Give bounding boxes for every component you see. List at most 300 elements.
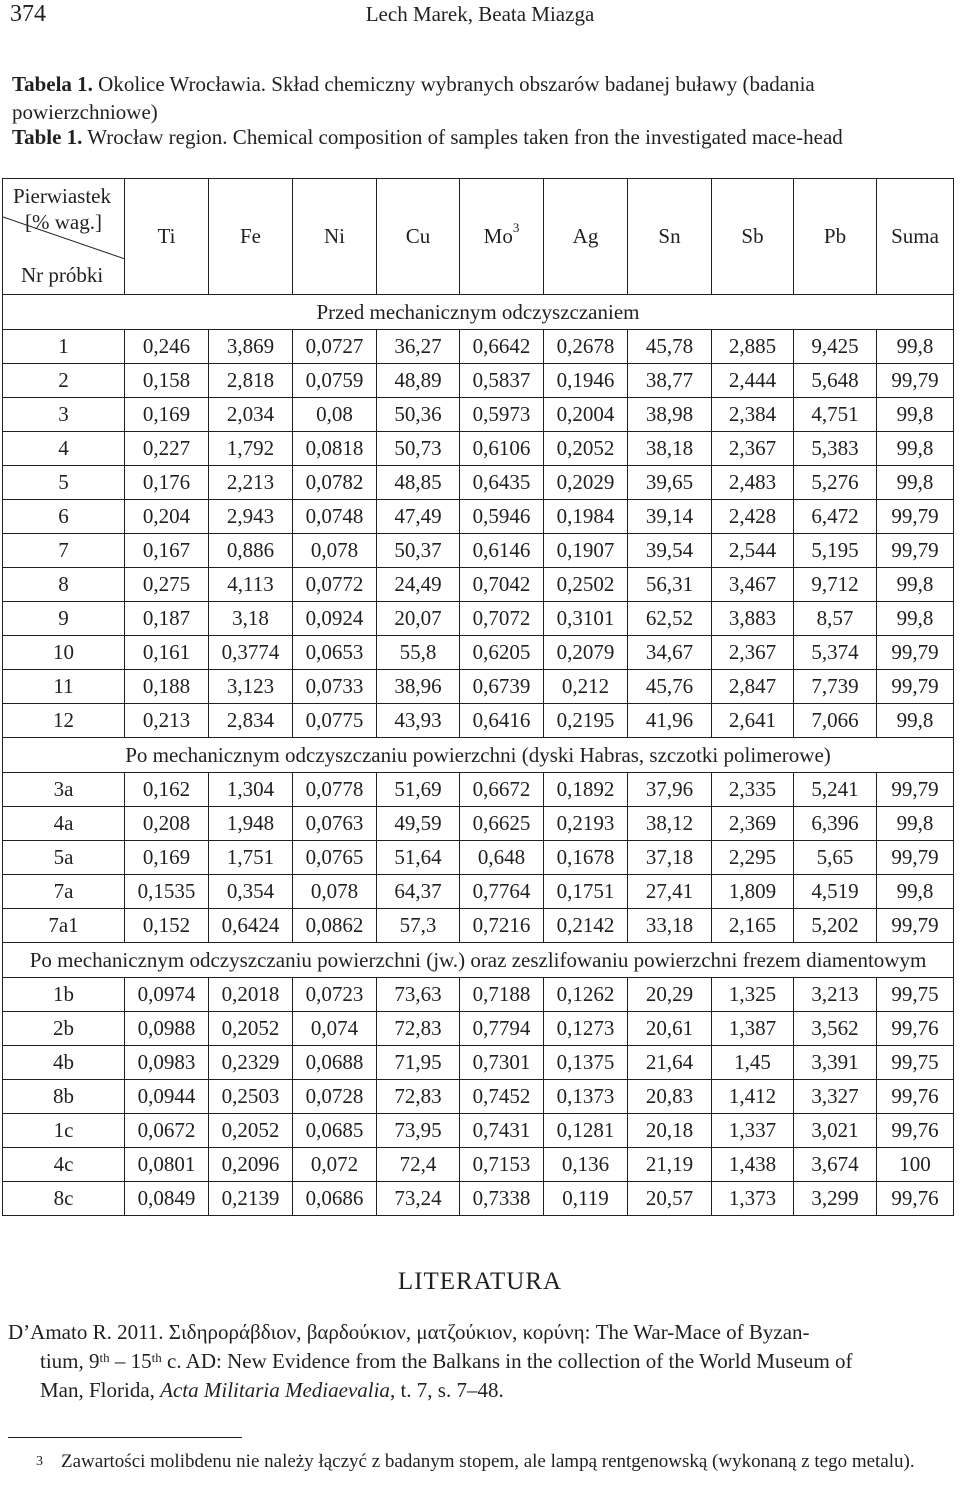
value-cell: 0,158	[125, 364, 209, 398]
sample-id-cell: 12	[3, 704, 125, 738]
value-cell: 0,078	[293, 875, 377, 909]
value-cell: 99,79	[877, 773, 954, 807]
value-cell: 72,83	[377, 1080, 460, 1114]
running-head	[0, 0, 960, 40]
table-row	[3, 909, 954, 943]
value-cell: 0,0983	[125, 1046, 209, 1080]
value-cell: 4,751	[794, 398, 877, 432]
value-cell: 99,8	[877, 330, 954, 364]
table-caption-en	[12, 123, 942, 151]
value-cell: 0,648	[460, 841, 544, 875]
table-row	[3, 1114, 954, 1148]
value-cell: 49,59	[377, 807, 460, 841]
value-cell: 4,519	[794, 875, 877, 909]
value-cell: 21,19	[628, 1148, 712, 1182]
value-cell: 0,169	[125, 398, 209, 432]
value-cell: 73,24	[377, 1182, 460, 1216]
value-cell: 5,195	[794, 534, 877, 568]
value-cell: 5,383	[794, 432, 877, 466]
value-cell: 0,0849	[125, 1182, 209, 1216]
value-cell: 0,169	[125, 841, 209, 875]
value-cell: 20,07	[377, 602, 460, 636]
value-cell: 1,948	[209, 807, 293, 841]
value-cell: 99,8	[877, 568, 954, 602]
sample-id-cell: 2b	[3, 1012, 125, 1046]
section-row	[3, 295, 954, 330]
section-row	[3, 943, 954, 978]
value-cell: 0,0944	[125, 1080, 209, 1114]
value-cell: 0,2139	[209, 1182, 293, 1216]
value-cell: 72,4	[377, 1148, 460, 1182]
value-cell: 0,1946	[544, 364, 628, 398]
value-cell: 1,387	[712, 1012, 794, 1046]
value-cell: 0,2052	[209, 1012, 293, 1046]
corner-element-label: Pierwiastek [% wag.]	[13, 184, 111, 234]
table-row	[3, 1012, 954, 1046]
value-cell: 1,325	[712, 978, 794, 1012]
value-cell: 2,369	[712, 807, 794, 841]
value-cell: 0,0801	[125, 1148, 209, 1182]
value-cell: 0,0685	[293, 1114, 377, 1148]
footnote-text: Zawartości molibdenu nie należy łączyć z badanym stopem, ale lampą rentgenowską (wykonaną z tego metalu).	[61, 1451, 915, 1472]
table-caption-pl	[12, 70, 942, 126]
value-cell: 0,188	[125, 670, 209, 704]
value-cell: 4,113	[209, 568, 293, 602]
value-cell: 0,354	[209, 875, 293, 909]
value-cell: 2,943	[209, 500, 293, 534]
value-cell: 9,425	[794, 330, 877, 364]
value-cell: 1,412	[712, 1080, 794, 1114]
value-cell: 0,886	[209, 534, 293, 568]
value-cell: 0,167	[125, 534, 209, 568]
value-cell: 72,83	[377, 1012, 460, 1046]
value-cell: 27,41	[628, 875, 712, 909]
value-cell: 0,0782	[293, 466, 377, 500]
sample-id-cell: 4c	[3, 1148, 125, 1182]
value-cell: 0,7188	[460, 978, 544, 1012]
table-row	[3, 1148, 954, 1182]
value-cell: 1,337	[712, 1114, 794, 1148]
value-cell: 0,2193	[544, 807, 628, 841]
value-cell: 99,75	[877, 978, 954, 1012]
corner-sample-label: Nr próbki	[21, 263, 104, 287]
value-cell: 0,227	[125, 432, 209, 466]
value-cell: 5,648	[794, 364, 877, 398]
value-cell: 0,1984	[544, 500, 628, 534]
table-row	[3, 466, 954, 500]
header-row	[3, 179, 954, 295]
value-cell: 38,98	[628, 398, 712, 432]
value-cell: 0,0988	[125, 1012, 209, 1046]
value-cell: 1,304	[209, 773, 293, 807]
value-cell: 2,847	[712, 670, 794, 704]
value-cell: 3,674	[794, 1148, 877, 1182]
ref-journal: Acta Militaria Mediaevalia	[160, 1378, 390, 1402]
value-cell: 0,2018	[209, 978, 293, 1012]
literature-heading: LITERATURA	[397, 1268, 563, 1295]
value-cell: 3,213	[794, 978, 877, 1012]
col-header-suma: Suma	[877, 179, 954, 295]
value-cell: 0,1373	[544, 1080, 628, 1114]
value-cell: 0,0765	[293, 841, 377, 875]
value-cell: 0,2004	[544, 398, 628, 432]
value-cell: 2,544	[712, 534, 794, 568]
value-cell: 5,276	[794, 466, 877, 500]
value-cell: 0,0759	[293, 364, 377, 398]
value-cell: 0,2052	[544, 432, 628, 466]
sample-id-cell: 5	[3, 466, 125, 500]
table-body	[3, 295, 954, 1216]
value-cell: 0,162	[125, 773, 209, 807]
value-cell: 51,69	[377, 773, 460, 807]
value-cell: 99,8	[877, 398, 954, 432]
value-cell: 0,2329	[209, 1046, 293, 1080]
value-cell: 0,6146	[460, 534, 544, 568]
value-cell: 3,18	[209, 602, 293, 636]
value-cell: 99,76	[877, 1182, 954, 1216]
table-row	[3, 773, 954, 807]
sample-id-cell: 8b	[3, 1080, 125, 1114]
table-row	[3, 568, 954, 602]
value-cell: 0,0778	[293, 773, 377, 807]
value-cell: 0,7452	[460, 1080, 544, 1114]
value-cell: 99,79	[877, 841, 954, 875]
value-cell: 0,246	[125, 330, 209, 364]
col-header-fe: Fe	[209, 179, 293, 295]
value-cell: 0,136	[544, 1148, 628, 1182]
sample-id-cell: 8	[3, 568, 125, 602]
value-cell: 33,18	[628, 909, 712, 943]
col-header-cu: Cu	[377, 179, 460, 295]
value-cell: 41,96	[628, 704, 712, 738]
value-cell: 0,074	[293, 1012, 377, 1046]
value-cell: 99,8	[877, 704, 954, 738]
value-cell: 0,078	[293, 534, 377, 568]
table-row	[3, 398, 954, 432]
value-cell: 6,472	[794, 500, 877, 534]
value-cell: 6,396	[794, 807, 877, 841]
value-cell: 0,1535	[125, 875, 209, 909]
value-cell: 0,7338	[460, 1182, 544, 1216]
sample-id-cell: 10	[3, 636, 125, 670]
value-cell: 62,52	[628, 602, 712, 636]
value-cell: 0,0723	[293, 978, 377, 1012]
value-cell: 0,2503	[209, 1080, 293, 1114]
composition-table	[2, 178, 954, 1216]
value-cell: 0,2195	[544, 704, 628, 738]
caption-en-text: Wrocław region. Chemical composition of samples taken fron the investigated mace-head	[87, 125, 843, 149]
table-row	[3, 1046, 954, 1080]
footnote	[8, 1449, 953, 1475]
value-cell: 0,08	[293, 398, 377, 432]
reference-line-1	[8, 1318, 953, 1347]
value-cell: 24,49	[377, 568, 460, 602]
value-cell: 99,8	[877, 432, 954, 466]
col-header-pb: Pb	[794, 179, 877, 295]
value-cell: 0,6642	[460, 330, 544, 364]
value-cell: 34,67	[628, 636, 712, 670]
value-cell: 0,152	[125, 909, 209, 943]
value-cell: 0,6424	[209, 909, 293, 943]
value-cell: 0,5946	[460, 500, 544, 534]
value-cell: 99,79	[877, 500, 954, 534]
value-cell: 3,327	[794, 1080, 877, 1114]
value-cell: 0,176	[125, 466, 209, 500]
page-number: 374	[10, 1, 46, 27]
value-cell: 3,467	[712, 568, 794, 602]
value-cell: 47,49	[377, 500, 460, 534]
value-cell: 0,1281	[544, 1114, 628, 1148]
sample-id-cell: 1c	[3, 1114, 125, 1148]
value-cell: 99,75	[877, 1046, 954, 1080]
sample-id-cell: 4	[3, 432, 125, 466]
col-header-ni: Ni	[293, 179, 377, 295]
value-cell: 0,7042	[460, 568, 544, 602]
value-cell: 0,2142	[544, 909, 628, 943]
table-row	[3, 534, 954, 568]
value-cell: 2,367	[712, 432, 794, 466]
sample-id-cell: 8c	[3, 1182, 125, 1216]
value-cell: 99,76	[877, 1114, 954, 1148]
sample-id-cell: 3a	[3, 773, 125, 807]
table-row	[3, 875, 954, 909]
value-cell: 8,57	[794, 602, 877, 636]
section-title: Przed mechanicznym odczyszczaniem	[3, 295, 954, 330]
value-cell: 0,7794	[460, 1012, 544, 1046]
table-row	[3, 364, 954, 398]
ref-title-a: The War-Mace of Byzan-	[595, 1320, 810, 1344]
sample-id-cell: 7a	[3, 875, 125, 909]
value-cell: 38,12	[628, 807, 712, 841]
value-cell: 0,0772	[293, 568, 377, 602]
value-cell: 0,1751	[544, 875, 628, 909]
value-cell: 2,213	[209, 466, 293, 500]
value-cell: 5,65	[794, 841, 877, 875]
value-cell: 99,76	[877, 1012, 954, 1046]
table-row	[3, 432, 954, 466]
caption-pl-label: Tabela 1.	[12, 72, 93, 96]
value-cell: 37,18	[628, 841, 712, 875]
value-cell: 0,5973	[460, 398, 544, 432]
value-cell: 0,6205	[460, 636, 544, 670]
col-header-ti: Ti	[125, 179, 209, 295]
value-cell: 0,1375	[544, 1046, 628, 1080]
value-cell: 2,165	[712, 909, 794, 943]
value-cell: 3,391	[794, 1046, 877, 1080]
value-cell: 0,0763	[293, 807, 377, 841]
value-cell: 2,641	[712, 704, 794, 738]
value-cell: 50,36	[377, 398, 460, 432]
caption-en-label: Table 1.	[12, 125, 83, 149]
value-cell: 0,6106	[460, 432, 544, 466]
value-cell: 3,123	[209, 670, 293, 704]
value-cell: 0,3774	[209, 636, 293, 670]
value-cell: 3,299	[794, 1182, 877, 1216]
table-row	[3, 1182, 954, 1216]
value-cell: 2,444	[712, 364, 794, 398]
value-cell: 0,1907	[544, 534, 628, 568]
value-cell: 0,119	[544, 1182, 628, 1216]
value-cell: 0,0748	[293, 500, 377, 534]
value-cell: 20,18	[628, 1114, 712, 1148]
table-row	[3, 704, 954, 738]
value-cell: 0,1678	[544, 841, 628, 875]
value-cell: 9,712	[794, 568, 877, 602]
sample-id-cell: 4a	[3, 807, 125, 841]
value-cell: 0,0775	[293, 704, 377, 738]
value-cell: 0,1892	[544, 773, 628, 807]
value-cell: 0,0686	[293, 1182, 377, 1216]
value-cell: 99,8	[877, 602, 954, 636]
value-cell: 0,213	[125, 704, 209, 738]
value-cell: 73,63	[377, 978, 460, 1012]
sample-id-cell: 2	[3, 364, 125, 398]
value-cell: 2,384	[712, 398, 794, 432]
value-cell: 64,37	[377, 875, 460, 909]
col-header-sb: Sb	[712, 179, 794, 295]
value-cell: 0,6672	[460, 773, 544, 807]
value-cell: 2,483	[712, 466, 794, 500]
value-cell: 0,2678	[544, 330, 628, 364]
caption-pl-text: Okolice Wrocławia. Skład chemiczny wybranych obszarów badanej buławy (badania powierzchniowe)	[12, 72, 815, 124]
value-cell: 0,7216	[460, 909, 544, 943]
value-cell: 0,0672	[125, 1114, 209, 1148]
sample-id-cell: 1b	[3, 978, 125, 1012]
value-cell: 0,2029	[544, 466, 628, 500]
table-row	[3, 670, 954, 704]
value-cell: 99,79	[877, 636, 954, 670]
value-cell: 0,7072	[460, 602, 544, 636]
value-cell: 0,0728	[293, 1080, 377, 1114]
table-row	[3, 1080, 954, 1114]
value-cell: 0,7301	[460, 1046, 544, 1080]
value-cell: 39,54	[628, 534, 712, 568]
value-cell: 0,7431	[460, 1114, 544, 1148]
reference-line-2: tium, 9th – 15th c. AD: New Evidence from the Balkans in the collection of the World Museum of	[40, 1349, 853, 1373]
value-cell: 45,76	[628, 670, 712, 704]
value-cell: 2,295	[712, 841, 794, 875]
value-cell: 0,2052	[209, 1114, 293, 1148]
footnote-mark: 3	[36, 1454, 43, 1469]
value-cell: 2,367	[712, 636, 794, 670]
value-cell: 2,834	[209, 704, 293, 738]
value-cell: 48,89	[377, 364, 460, 398]
value-cell: 51,64	[377, 841, 460, 875]
value-cell: 5,202	[794, 909, 877, 943]
value-cell: 43,93	[377, 704, 460, 738]
value-cell: 39,14	[628, 500, 712, 534]
value-cell: 5,241	[794, 773, 877, 807]
col-header-ag: Ag	[544, 179, 628, 295]
footnote-rule	[8, 1437, 242, 1438]
sample-id-cell: 1	[3, 330, 125, 364]
value-cell: 0,0688	[293, 1046, 377, 1080]
value-cell: 71,95	[377, 1046, 460, 1080]
value-cell: 38,18	[628, 432, 712, 466]
value-cell: 1,751	[209, 841, 293, 875]
value-cell: 0,212	[544, 670, 628, 704]
value-cell: 1,438	[712, 1148, 794, 1182]
value-cell: 99,8	[877, 466, 954, 500]
value-cell: 0,1262	[544, 978, 628, 1012]
value-cell: 0,6625	[460, 807, 544, 841]
value-cell: 20,29	[628, 978, 712, 1012]
composition-table-wrap	[2, 178, 953, 1216]
value-cell: 1,809	[712, 875, 794, 909]
value-cell: 20,83	[628, 1080, 712, 1114]
corner-header-cell	[3, 179, 125, 295]
ref-greek-title: Σιδηροράβδιον, βαρδούκιον, ματζούκιον, κορύνη:	[168, 1320, 591, 1344]
value-cell: 99,79	[877, 534, 954, 568]
value-cell: 20,57	[628, 1182, 712, 1216]
value-cell: 2,818	[209, 364, 293, 398]
value-cell: 38,96	[377, 670, 460, 704]
value-cell: 45,78	[628, 330, 712, 364]
value-cell: 0,0862	[293, 909, 377, 943]
value-cell: 2,428	[712, 500, 794, 534]
value-cell: 39,65	[628, 466, 712, 500]
value-cell: 50,73	[377, 432, 460, 466]
value-cell: 1,45	[712, 1046, 794, 1080]
value-cell: 1,792	[209, 432, 293, 466]
reference-line-3: Man, Florida, Acta Militaria Mediaevalia, t. 7, s. 7–48.	[40, 1378, 504, 1402]
table-row	[3, 500, 954, 534]
value-cell: 57,3	[377, 909, 460, 943]
value-cell: 0,161	[125, 636, 209, 670]
value-cell: 0,1273	[544, 1012, 628, 1046]
table-row	[3, 841, 954, 875]
value-cell: 99,79	[877, 909, 954, 943]
value-cell: 0,0818	[293, 432, 377, 466]
value-cell: 99,79	[877, 670, 954, 704]
value-cell: 0,2079	[544, 636, 628, 670]
table-row	[3, 636, 954, 670]
value-cell: 0,7764	[460, 875, 544, 909]
value-cell: 0,204	[125, 500, 209, 534]
table-row	[3, 330, 954, 364]
sample-id-cell: 7	[3, 534, 125, 568]
value-cell: 21,64	[628, 1046, 712, 1080]
value-cell: 0,0924	[293, 602, 377, 636]
value-cell: 0,2096	[209, 1148, 293, 1182]
sample-id-cell: 5a	[3, 841, 125, 875]
value-cell: 0,0974	[125, 978, 209, 1012]
sample-id-cell: 9	[3, 602, 125, 636]
value-cell: 0,6435	[460, 466, 544, 500]
value-cell: 7,066	[794, 704, 877, 738]
value-cell: 0,5837	[460, 364, 544, 398]
value-cell: 3,562	[794, 1012, 877, 1046]
value-cell: 0,0733	[293, 670, 377, 704]
value-cell: 1,373	[712, 1182, 794, 1216]
value-cell: 55,8	[377, 636, 460, 670]
sample-id-cell: 7a1	[3, 909, 125, 943]
sample-id-cell: 11	[3, 670, 125, 704]
value-cell: 0,187	[125, 602, 209, 636]
value-cell: 0,6416	[460, 704, 544, 738]
value-cell: 2,885	[712, 330, 794, 364]
value-cell: 50,37	[377, 534, 460, 568]
value-cell: 5,374	[794, 636, 877, 670]
value-cell: 0,275	[125, 568, 209, 602]
value-cell: 99,76	[877, 1080, 954, 1114]
value-cell: 36,27	[377, 330, 460, 364]
mo-footnote-mark: 3	[512, 220, 520, 235]
value-cell: 99,79	[877, 364, 954, 398]
table-row	[3, 978, 954, 1012]
value-cell: 3,869	[209, 330, 293, 364]
value-cell: 0,0653	[293, 636, 377, 670]
